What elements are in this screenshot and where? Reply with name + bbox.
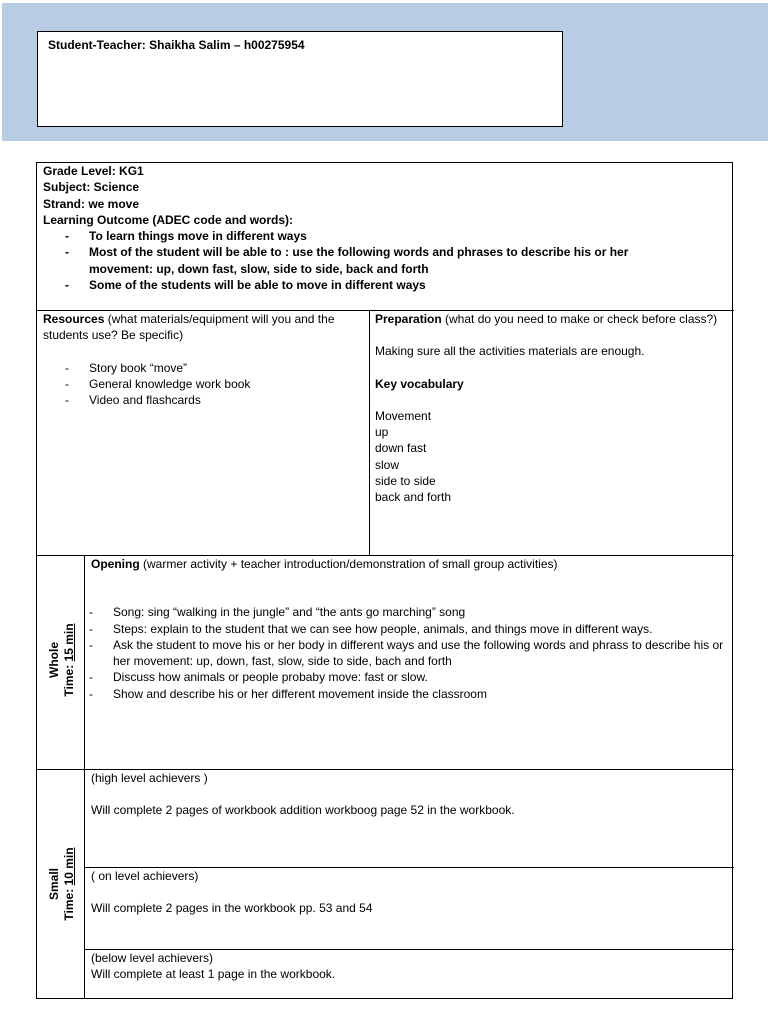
opening-item: - Discuss how animals or people probaby move: fast or slow. — [67, 669, 729, 685]
outcomes-list — [43, 228, 728, 293]
whole-time-value: 15 min — [62, 623, 76, 662]
opening-title — [91, 556, 729, 572]
vocab-item: down fast — [375, 441, 427, 456]
vocab-item: back and forth — [375, 490, 452, 505]
subject: Subject: Science — [43, 180, 140, 195]
lesson-plan-table — [36, 162, 733, 999]
resource-item: - Story book “move” — [43, 360, 363, 376]
below-level-cell — [91, 950, 729, 983]
whole-label: Whole — [47, 642, 61, 678]
strand: Strand: we move — [43, 196, 140, 211]
divider — [369, 310, 370, 556]
high-level-text: Will complete 2 pages of workbook addition workboog page 52 in the workbook. — [91, 803, 515, 818]
resources-heading: Resources — [43, 312, 105, 326]
resources-list — [43, 360, 363, 409]
opening-item: - Show and describe his or her different movement inside the classroom — [67, 686, 729, 702]
resource-item: - Video and flashcards — [43, 392, 363, 408]
grade-level: Grade Level: KG1 — [43, 164, 144, 178]
on-level-heading: ( on level achievers) — [91, 869, 199, 883]
preparation-text: Making sure all the activities materials are enough. — [375, 344, 645, 359]
opening-list — [67, 604, 729, 702]
small-time — [62, 824, 77, 944]
small-time-prefix: Time: — [62, 885, 76, 921]
preparation-title — [375, 311, 727, 327]
student-teacher-box — [37, 31, 563, 127]
preparation-heading: Preparation — [375, 312, 442, 326]
student-teacher-name: Student-Teacher: Shaikha Salim – h00275954 — [48, 38, 305, 52]
opening-item: - Steps: explain to the student that we can see how people, animals, and things move in different ways. — [67, 621, 729, 637]
outcome-item: - To learn things move in different ways — [43, 228, 728, 244]
opening-item: - Ask the student to move his or her body in different ways and use the following words and phrass to describe his or her movement: up, down, fast, slow, side to side, bach and forth — [67, 637, 729, 670]
whole-time-prefix: Time: — [62, 661, 76, 697]
opening-note: (warmer activity + teacher introduction/demonstration of small group activities) — [139, 557, 558, 571]
small-label: Small — [47, 868, 61, 901]
outcome-item: - Some of the students will be able to move in different ways — [43, 277, 728, 293]
small-time-value: 10 min — [62, 847, 76, 886]
opening-cell — [91, 556, 729, 702]
vocab-item: side to side — [375, 474, 436, 489]
preparation-cell — [375, 311, 727, 506]
resources-cell — [43, 311, 363, 408]
learning-outcome-note: (ADEC code and words): — [149, 212, 294, 227]
vocab-item: up — [375, 425, 389, 440]
opening-heading: Opening — [91, 557, 140, 571]
learning-outcome-title — [43, 212, 728, 228]
vocab-item: Movement — [375, 408, 432, 423]
on-level-cell — [91, 868, 729, 917]
small-label-block — [47, 824, 77, 944]
resources-title — [43, 311, 363, 344]
outcome-item: - Most of the student will be able to : use the following words and phrases to describe his or her movement: up, down fast, slow, side to side, back and forth — [43, 244, 728, 277]
resources-note: (what materials/equipment will you and the students use? Be specific) — [43, 312, 335, 343]
preparation-note: (what do you need to make or check before class?) — [441, 312, 718, 326]
opening-item: - Song: sing “walking in the jungle” and “the ants go marching” song — [67, 604, 729, 620]
on-level-text: Will complete 2 pages in the workbook pp. 53 and 54 — [91, 901, 373, 916]
vocab-item: slow — [375, 457, 400, 472]
learning-outcome-heading: Learning Outcome — [43, 212, 150, 227]
info-section — [43, 163, 728, 293]
high-level-cell — [91, 770, 729, 819]
below-level-heading: (below level achievers) — [91, 951, 214, 965]
below-level-text: Will complete at least 1 page in the workbook. — [91, 967, 336, 982]
high-level-heading: (high level achievers ) — [91, 771, 208, 785]
resource-item: - General knowledge work book — [43, 376, 363, 392]
key-vocabulary-heading: Key vocabulary — [375, 376, 464, 391]
